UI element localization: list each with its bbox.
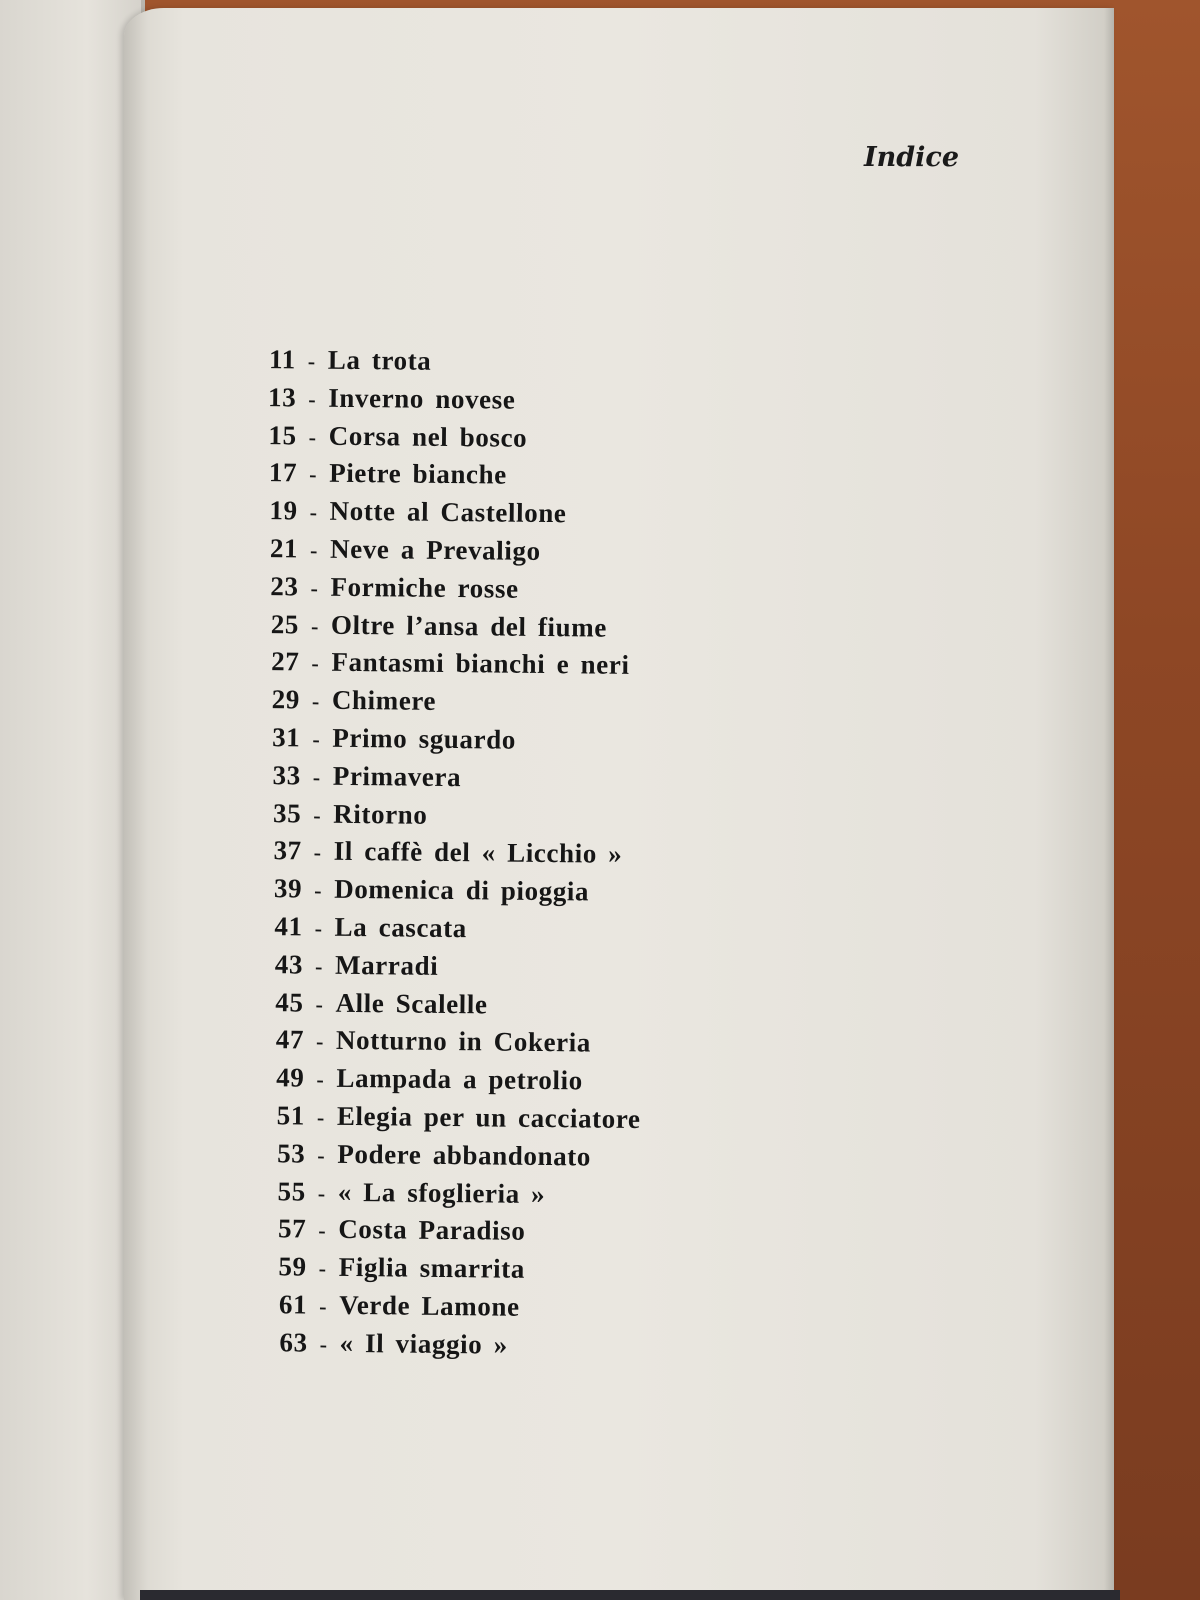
toc-separator: - [319, 1331, 328, 1357]
toc-entry [255, 987, 855, 1031]
toc-page-number: 37 [273, 835, 302, 866]
toc-page-number: 17 [268, 457, 298, 488]
toc-entry [252, 1251, 852, 1295]
toc-page-number: 25 [270, 608, 300, 639]
toc-entry [256, 835, 856, 879]
toc-title: Fantasmi bianchi e neri [331, 647, 630, 681]
toc-entry [255, 949, 855, 993]
toc-page-number: 15 [268, 419, 297, 450]
toc-page-number: 23 [270, 570, 299, 602]
toc-title: Notte al Castellone [329, 495, 567, 529]
toc-page-number: 53 [277, 1137, 306, 1169]
toc-page-number: 63 [279, 1326, 308, 1358]
toc-page-number: 43 [274, 948, 304, 980]
toc-separator: - [310, 575, 319, 601]
toc-page-number: 49 [276, 1062, 305, 1093]
toc-title: Corsa nel bosco [328, 420, 528, 453]
toc-entry [259, 609, 859, 653]
toc-page-number: 13 [267, 381, 297, 413]
toc-title: Figlia smarrita [338, 1251, 526, 1284]
toc-entry [251, 1327, 851, 1371]
toc-title: Notturno in Cokeria [335, 1025, 592, 1058]
toc-page-number: 11 [268, 344, 296, 375]
toc-page-number: 55 [277, 1175, 306, 1207]
toc-entry [260, 533, 860, 577]
toc-entry [256, 911, 856, 955]
toc-page-number: 33 [272, 759, 301, 791]
toc-separator: - [308, 386, 317, 412]
toc-title: La cascata [334, 911, 468, 944]
toc-separator: - [308, 424, 317, 450]
toc-page-number: 35 [272, 797, 302, 828]
toc-separator: - [309, 461, 318, 487]
toc-separator: - [318, 1217, 327, 1244]
toc-title: La trota [327, 344, 432, 376]
toc-separator: - [309, 499, 318, 525]
toc-separator: - [309, 537, 319, 563]
toc-page-number: 59 [278, 1251, 307, 1282]
toc-entry [254, 1062, 854, 1106]
toc-separator: - [319, 1293, 328, 1319]
toc-title: « Il viaggio » [339, 1327, 508, 1360]
toc-entry [257, 798, 857, 842]
toc-entry [260, 457, 860, 501]
toc-entry [257, 760, 857, 804]
toc-title: Pietre bianche [329, 458, 507, 490]
toc-separator: - [314, 877, 323, 903]
toc-entry [253, 1213, 853, 1257]
toc-page-number: 27 [271, 646, 300, 677]
toc-title: Podere abbandonato [337, 1138, 592, 1172]
toc-entry [256, 873, 856, 917]
page-title: Indice [864, 142, 960, 173]
toc-separator: - [310, 613, 320, 639]
toc-entry [261, 382, 861, 426]
toc-page-number: 41 [274, 911, 303, 942]
toc-title: Lampada a petrolio [336, 1062, 583, 1096]
toc-entry [259, 571, 859, 615]
toc-separator: - [313, 802, 322, 828]
toc-title: Costa Paradiso [338, 1214, 526, 1247]
toc-entry [252, 1289, 852, 1333]
toc-title: Inverno novese [328, 382, 516, 415]
toc-page-number: 51 [276, 1100, 306, 1131]
toc-title: Alle Scalelle [335, 987, 488, 1019]
toc-separator: - [307, 348, 316, 374]
page-right-edge [1104, 8, 1114, 1600]
toc-title: Primavera [332, 760, 462, 792]
toc-entry [253, 1175, 853, 1219]
toc-separator: - [317, 1180, 326, 1206]
toc-separator: - [318, 1255, 327, 1281]
book-page [124, 8, 1114, 1600]
toc-entry [254, 1100, 854, 1144]
toc-separator: - [312, 764, 321, 790]
toc-page-number: 45 [275, 986, 304, 1018]
toc-entry [253, 1138, 853, 1182]
toc-page-number: 29 [271, 684, 301, 715]
toc-entry [254, 1024, 854, 1068]
table-of-contents [251, 344, 862, 1371]
toc-separator: - [316, 1104, 326, 1130]
toc-page-number: 19 [269, 495, 298, 526]
toc-title: Domenica di pioggia [334, 873, 590, 907]
bottom-shadow [140, 1590, 1120, 1600]
toc-entry [260, 495, 860, 539]
toc-separator: - [316, 1066, 325, 1092]
toc-page-number: 39 [273, 873, 303, 904]
toc-title: Elegia per un cacciatore [336, 1100, 641, 1134]
toc-entry [258, 684, 858, 728]
toc-entry [262, 344, 862, 388]
toc-page-number: 61 [278, 1289, 308, 1320]
toc-title: Formiche rosse [330, 571, 519, 604]
toc-title: « La sfoglieria » [337, 1176, 546, 1209]
toc-separator: - [314, 953, 324, 979]
toc-title: Chimere [331, 684, 437, 717]
toc-title: Ritorno [333, 798, 428, 830]
toc-separator: - [315, 1028, 325, 1055]
toc-entry [261, 420, 861, 464]
toc-page-number: 21 [269, 533, 299, 564]
toc-page-number: 31 [272, 722, 301, 753]
toc-title: Primo sguardo [332, 722, 517, 755]
toc-title: Neve a Prevaligo [329, 533, 541, 566]
toc-title: Il caffè del « Licchio » [333, 836, 623, 870]
toc-title: Verde Lamone [339, 1289, 520, 1322]
toc-page-number: 47 [275, 1024, 305, 1055]
toc-separator: - [311, 688, 321, 714]
toc-entry [258, 722, 858, 766]
spine-shadow [124, 8, 148, 1600]
toc-separator: - [314, 915, 323, 941]
toc-separator: - [313, 839, 322, 866]
toc-separator: - [311, 650, 320, 676]
toc-title: Oltre l’ansa del fiume [330, 609, 608, 643]
toc-title: Marradi [334, 949, 439, 981]
toc-separator: - [317, 1142, 326, 1168]
toc-separator: - [315, 991, 324, 1017]
toc-entry [258, 646, 858, 690]
toc-separator: - [312, 726, 321, 752]
toc-page-number: 57 [277, 1213, 307, 1244]
